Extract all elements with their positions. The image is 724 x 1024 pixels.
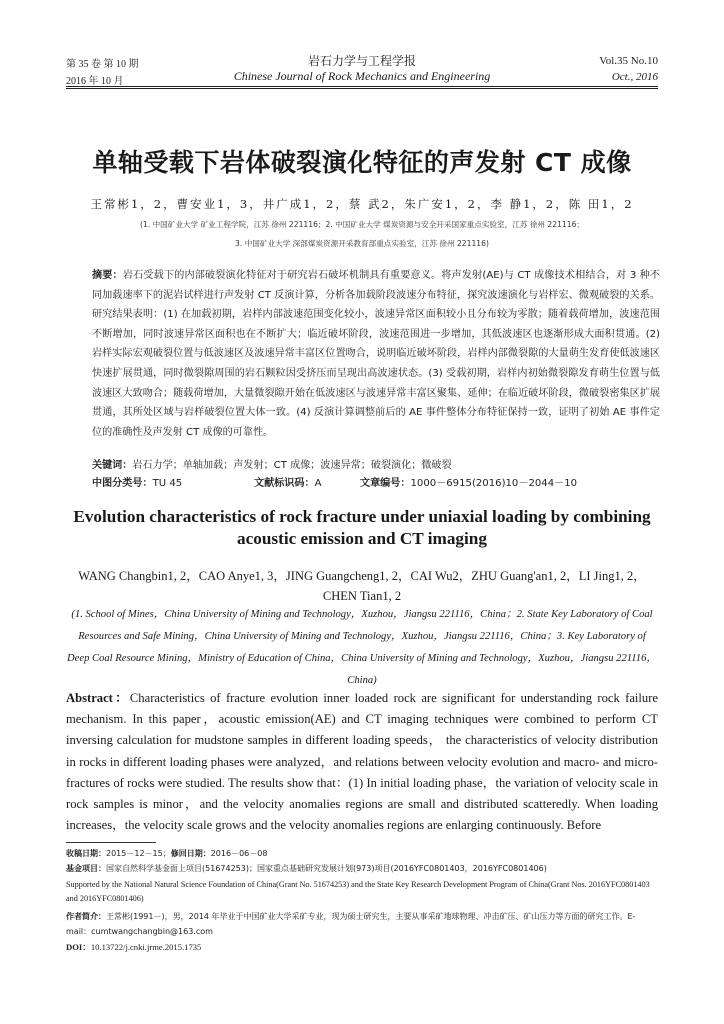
chinese-keywords-label: 关键词： <box>92 460 133 471</box>
clc-field <box>92 474 182 489</box>
chinese-abstract-label: 摘要： <box>92 270 123 281</box>
header-rule <box>66 86 658 87</box>
revised-date: 2016－06－08 <box>210 849 268 858</box>
date-en: Oct., 2016 <box>611 71 658 83</box>
chinese-title: 单轴受载下岩体破裂演化特征的声发射 CT 成像 <box>92 148 632 177</box>
doi-label: DOI： <box>66 942 91 952</box>
english-authors <box>70 566 654 606</box>
chinese-keywords <box>92 456 660 471</box>
journal-title-en: Chinese Journal of Rock Mechanics and Engineering <box>233 69 491 83</box>
received-date: 2015－12－15； <box>106 849 171 858</box>
bio-label: 作者简介： <box>66 912 106 921</box>
article-no-value: 1000－6915(2016)10－2044－10 <box>410 478 578 489</box>
revised-label: 修回日期： <box>170 849 211 858</box>
doi-line <box>66 940 658 954</box>
english-authors-line-2: CHEN Tian1, 2 <box>322 589 402 603</box>
english-abstract <box>66 688 658 836</box>
chinese-authors: 王常彬1，2，曹安业1，3，井广成1，2，蔡 武2，朱广安1，2，李 静1，2，陈 田1，2 <box>90 197 634 211</box>
english-title-line-2: acoustic emission and CT imaging <box>237 529 487 548</box>
clc-label: 中图分类号： <box>92 478 153 489</box>
bio-text: 王常彬(1991－)，男，2014 年毕业于中国矿业大学采矿专业，现为硕士研究生，主要从事采矿地球物理、冲击矿压、矿山压力等方面的研究工作。E-mail：cumtwangchangbin@163.com <box>66 912 636 936</box>
doi-value: 10.13722/j.cnki.jrme.2015.1735 <box>90 942 202 952</box>
english-abstract-label: Abstract： <box>66 691 130 705</box>
article-no-field <box>360 474 577 489</box>
received-label: 收稿日期： <box>66 849 106 858</box>
author-bio <box>66 909 658 939</box>
footnote-rule <box>66 842 156 843</box>
doc-code-label: 文献标识码： <box>254 478 315 489</box>
doc-code-value: A <box>314 478 322 489</box>
fund-text-cn: 国家自然科学基金面上项目(51674253)；国家重点基础研究发展计划(973)项目(2016YFC0801403，2016YFC0801406) <box>106 864 547 873</box>
english-authors-line-1: WANG Changbin1, 2，CAO Anye1, 3，JING Guangcheng1, 2，CAI Wu2，ZHU Guang'an1, 2，LI Jing1, 2， <box>78 569 646 583</box>
article-no-label: 文章编号： <box>360 478 411 489</box>
received-line <box>66 847 658 861</box>
clc-value: TU 45 <box>152 478 183 489</box>
doc-code-field <box>254 474 321 489</box>
english-title-line-1: Evolution characteristics of rock fracture under uniaxial loading by combining <box>73 507 651 526</box>
volume-issue-cn: 第 35 卷 第 10 期 <box>66 59 139 70</box>
journal-title-cn: 岩石力学与工程学报 <box>307 54 416 68</box>
chinese-affiliation-line-1: (1. 中国矿业大学 矿业工程学院，江苏 徐州 221116；2. 中国矿业大学 煤炭资源与安全开采国家重点实验室，江苏 徐州 221116； <box>139 220 585 229</box>
english-title <box>40 506 684 550</box>
chinese-affiliation-line-2: 3. 中国矿业大学 深部煤炭资源开采教育部重点实验室，江苏 徐州 221116) <box>235 239 489 248</box>
fund-text-en: Supported by the National Natural Science Foundation of China(Grant No. 51674253) and the State Key Research Development Program of China(Grant Nos. 2016YFC0801403 and 2016YFC0801406) <box>66 880 650 903</box>
chinese-abstract-text: 岩石受载下的内部破裂演化特征对于研究岩石破坏机制具有重要意义。将声发射(AE)与 CT 成像技术相结合，对 3 种不同加载速率下的泥岩试样进行声发射 CT 反演计算，分析各加载阶段波速分布特征，探究波速演化与岩样宏、微观破裂的关系。研究结果表明：(1) 在加载初期，岩样内部波速范围变化较小，波速异常区面积较小且分布较为零散；随着载荷增加，波速范围不断增加，同时波速异常区面积也在不断扩大；临近破坏阶段，波速范围进一步增加，其低波速区也逐渐形成大面积贯通。(2) 岩样实际宏观破裂位置与低波速区及波速异常丰富区位置吻合，说明临近破坏阶段，岩样内部微裂隙的大量萌生发育使低波速区快速扩展贯通，同时微裂隙周围的岩石颗粒因受挤压而呈现出高波速状态。(3) 受载初期，岩样内初始微裂隙发育萌生位置与低波速区大致吻合；随载荷增加，大量微裂隙开始在低波速区与波速异常丰富区聚集、延伸；在临近破坏阶段，微破裂密集区扩展贯通，其所处区域与岩样破裂位置大体一致。(4) 反演计算调整前后的 AE 事件整体分布特征保持一致，证明了初始 AE 事件定位的准确性及声发射 CT 成像的可靠性。 <box>92 270 660 438</box>
date-cn: 2016 年 10 月 <box>66 76 124 87</box>
header-rule-second <box>66 88 658 89</box>
chinese-keywords-text: 岩石力学；单轴加载；声发射；CT 成像；波速异常；破裂演化；微破裂 <box>132 460 452 471</box>
english-abstract-text: Characteristics of fracture evolution inner loaded rock are significant for understanding rock failure mechanism. In this paper，acoustic emission(AE) and CT imaging techniques were combined to perform CT inversing calculation for mudstone samples in different loading speeds， the characteristics of velocity distribution in rocks in different loading phases were analyzed，and relations between velocity evolution and macro- and micro-fractures of rocks were studied. The results show that：(1) In initial loading phase，the variation of velocity scale in rock samples is minor，and the velocity anomalies regions are small and distributed scatteredly. When loading increases，the velocity scale grows and the velocity anomalies regions are enlarging continuously. Before <box>66 691 658 833</box>
volume-issue-en: Vol.35 No.10 <box>599 55 658 67</box>
fund-label: 基金项目： <box>66 864 106 873</box>
chinese-abstract <box>92 266 660 442</box>
fund-line <box>66 862 658 876</box>
english-affiliation: (1. School of Mines，China University of Mining and Technology，Xuzhou，Jiangsu 221116，China；2. State Key Laboratory of Coal Resources and Safe Mining，China University of Mining and Technology，Xuzhou，Jiangsu 221116，China；3. Key Laboratory of Deep Coal Resource Mining，Ministry of Education of China，China University of Mining and Technology，Xuzhou，Jiangsu 221116，China) <box>67 609 657 686</box>
